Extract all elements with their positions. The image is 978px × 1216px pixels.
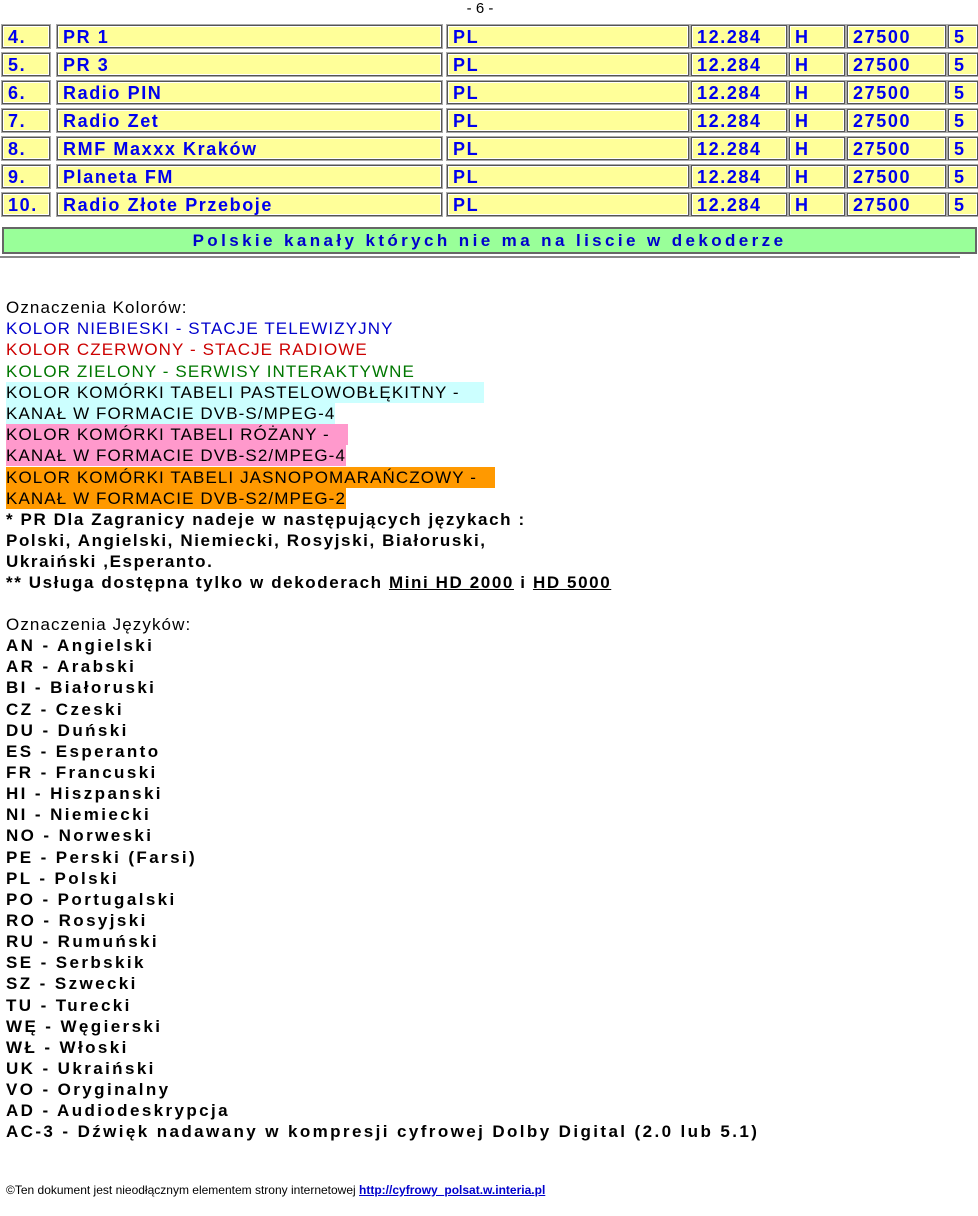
list-item: AR - Arabski <box>6 657 137 677</box>
list-item: TU - Turecki <box>6 995 132 1015</box>
note-foreign-languages-1: * PR Dla Zagranicy nadeje w następujących językach : <box>6 509 526 529</box>
table-row <box>2 193 966 221</box>
channel-symbol-rate: 27500 <box>847 53 946 76</box>
table-row <box>2 25 966 53</box>
channel-number: 6. <box>2 81 50 104</box>
legend-green: KOLOR ZIELONY - SERWISY INTERAKTYWNE <box>6 361 415 381</box>
channel-number: 5. <box>2 53 50 76</box>
list-item: DU - Duński <box>6 720 129 740</box>
channel-symbol-rate: 27500 <box>847 109 946 132</box>
list-item: BI - Białoruski <box>6 678 157 698</box>
channel-name: Radio PIN <box>57 81 442 104</box>
channel-language: PL <box>447 193 689 216</box>
channel-frequency: 12.284 <box>691 53 787 76</box>
channel-fec: 5 <box>948 137 978 160</box>
channel-language: PL <box>447 25 689 48</box>
channel-fec: 5 <box>948 193 978 216</box>
legend-pink-line2: KANAŁ W FORMACIE DVB-S2/MPEG-4 <box>6 446 346 466</box>
channel-number: 10. <box>2 193 50 216</box>
channel-fec: 5 <box>948 53 978 76</box>
table-row <box>2 53 966 81</box>
channel-polarization: H <box>789 53 845 76</box>
legend-title: Oznaczenia Kolorów: <box>6 298 188 317</box>
channel-number: 8. <box>2 137 50 160</box>
channel-name: Radio Złote Przeboje <box>57 193 442 216</box>
table-row <box>2 165 966 193</box>
list-item: PE - Perski (Farsi) <box>6 847 198 867</box>
section-divider <box>0 256 960 258</box>
decoder-link-hd-5000[interactable]: HD 5000 <box>532 573 612 593</box>
channel-frequency: 12.284 <box>691 137 787 160</box>
note-decoders-conjunction: i <box>520 573 527 593</box>
legend-orange-line2: KANAŁ W FORMACIE DVB-S2/MPEG-2 <box>6 488 346 508</box>
channel-polarization: H <box>789 81 845 104</box>
table-row <box>2 81 966 109</box>
channel-name: Radio Zet <box>57 109 442 132</box>
color-legend <box>6 297 956 594</box>
table-row <box>2 137 966 165</box>
legend-cyan-line1: KOLOR KOMÓRKI TABELI PASTELOWOBŁĘKITNY - <box>6 382 484 403</box>
channel-frequency: 12.284 <box>691 25 787 48</box>
list-item: SZ - Szwecki <box>6 974 138 994</box>
legend-red: KOLOR CZERWONY - STACJE RADIOWE <box>6 340 368 360</box>
channel-language: PL <box>447 109 689 132</box>
channel-polarization: H <box>789 25 845 48</box>
footer-website-link[interactable]: http://cyfrowy_polsat.w.interia.pl <box>359 1183 546 1197</box>
decoder-link-mini-hd-2000[interactable]: Mini HD 2000 <box>388 573 514 593</box>
channel-polarization: H <box>789 193 845 216</box>
note-foreign-languages-2: Polski, Angielski, Niemiecki, Rosyjski, Białoruski, <box>6 531 487 551</box>
list-item: VO - Oryginalny <box>6 1080 171 1100</box>
page-number: - 6 - <box>466 0 494 17</box>
channel-symbol-rate: 27500 <box>847 25 946 48</box>
list-item: HI - Hiszpanski <box>6 784 163 804</box>
language-legend <box>6 614 956 1143</box>
missing-channels-banner: Polskie kanały których nie ma na liscie w dekoderze <box>2 227 977 254</box>
channel-polarization: H <box>789 109 845 132</box>
list-item: UK - Ukraiński <box>6 1058 156 1078</box>
channel-symbol-rate: 27500 <box>847 193 946 216</box>
footer <box>6 1182 545 1198</box>
channel-frequency: 12.284 <box>691 109 787 132</box>
channel-fec: 5 <box>948 81 978 104</box>
list-item: RU - Rumuński <box>6 932 160 952</box>
note-decoders <box>6 572 956 593</box>
list-item: ES - Esperanto <box>6 741 161 761</box>
channel-language: PL <box>447 53 689 76</box>
languages-title: Oznaczenia Języków: <box>6 615 192 634</box>
channel-name: PR 1 <box>57 25 442 48</box>
channel-polarization: H <box>789 165 845 188</box>
channel-symbol-rate: 27500 <box>847 165 946 188</box>
list-item: FR - Francuski <box>6 762 158 782</box>
channel-fec: 5 <box>948 165 978 188</box>
channel-frequency: 12.284 <box>691 193 787 216</box>
channel-name: PR 3 <box>57 53 442 76</box>
list-item: AD - Audiodeskrypcja <box>6 1101 231 1121</box>
legend-pink-line1: KOLOR KOMÓRKI TABELI RÓŻANY - <box>6 424 348 445</box>
channel-language: PL <box>447 137 689 160</box>
legend-cyan-line2: KANAŁ W FORMACIE DVB-S/MPEG-4 <box>6 403 336 423</box>
list-item: PO - Portugalski <box>6 889 177 909</box>
note-foreign-languages-3: Ukraiński ,Esperanto. <box>6 552 214 572</box>
channel-fec: 5 <box>948 25 978 48</box>
note-decoders-prefix: ** Usługa dostępna tylko w dekoderach <box>6 573 383 593</box>
channel-symbol-rate: 27500 <box>847 137 946 160</box>
list-item: NO - Norweski <box>6 826 154 846</box>
channel-language: PL <box>447 165 689 188</box>
channel-fec: 5 <box>948 109 978 132</box>
channel-symbol-rate: 27500 <box>847 81 946 104</box>
channel-language: PL <box>447 81 689 104</box>
list-item: AC-3 - Dźwięk nadawany w kompresji cyfrowej Dolby Digital (2.0 lub 5.1) <box>6 1122 760 1142</box>
channel-name: RMF Maxxx Kraków <box>57 137 442 160</box>
channel-number: 4. <box>2 25 50 48</box>
list-item: SE - Serbskik <box>6 953 146 973</box>
channel-number: 7. <box>2 109 50 132</box>
channel-polarization: H <box>789 137 845 160</box>
list-item: CZ - Czeski <box>6 699 125 719</box>
legend-blue: KOLOR NIEBIESKI - STACJE TELEWIZYJNY <box>6 319 394 339</box>
legend-orange-line1: KOLOR KOMÓRKI TABELI JASNOPOMARAŃCZOWY - <box>6 467 495 488</box>
list-item: WŁ - Włoski <box>6 1037 129 1057</box>
channel-number: 9. <box>2 165 50 188</box>
table-row <box>2 109 966 137</box>
list-item: PL - Polski <box>6 868 120 888</box>
channel-name: Planeta FM <box>57 165 442 188</box>
list-item: RO - Rosyjski <box>6 910 148 930</box>
channel-frequency: 12.284 <box>691 165 787 188</box>
footer-text: ©Ten dokument jest nieodłącznym elementem strony internetowej <box>6 1183 356 1197</box>
list-item: AN - Angielski <box>6 636 155 656</box>
list-item: NI - Niemiecki <box>6 805 152 825</box>
channel-frequency: 12.284 <box>691 81 787 104</box>
list-item: WĘ - Węgierski <box>6 1016 163 1036</box>
channel-table <box>2 25 966 221</box>
